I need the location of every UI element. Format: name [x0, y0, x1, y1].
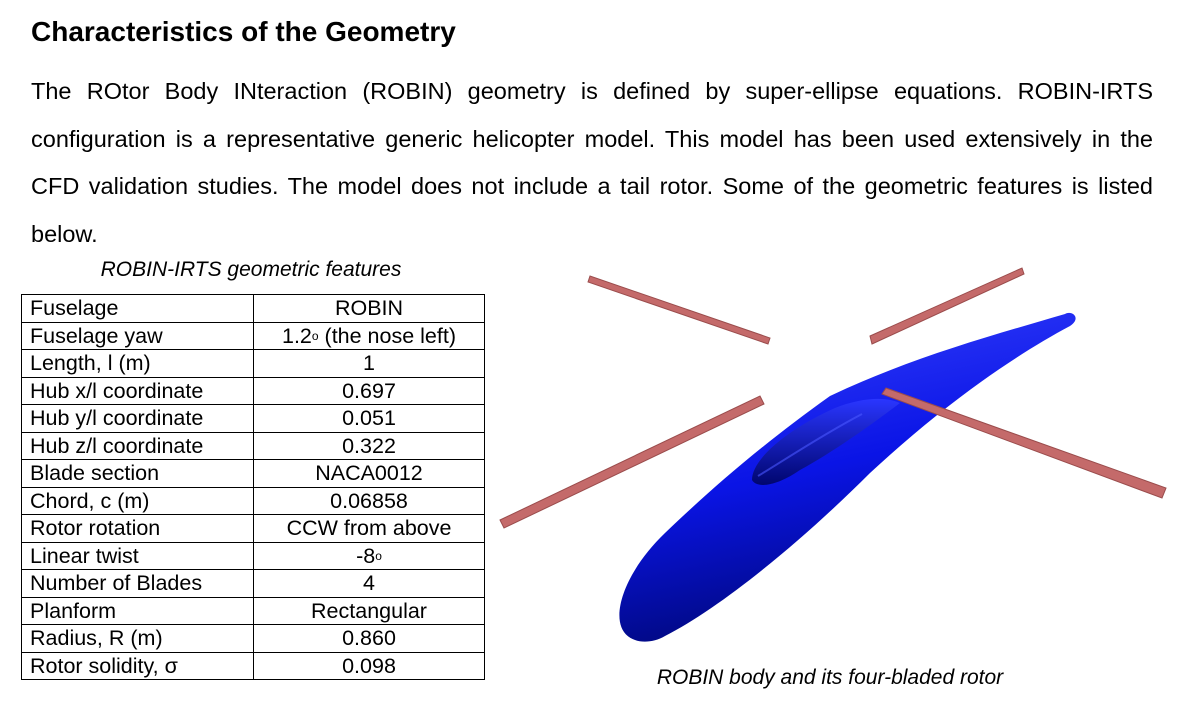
feature-name: Rotor rotation — [22, 515, 254, 543]
table-row — [22, 377, 485, 405]
table-row — [22, 652, 485, 680]
feature-name: Rotor solidity, σ — [22, 652, 254, 680]
feature-value: 0.051 — [254, 405, 485, 433]
feature-name: Hub z/l coordinate — [22, 432, 254, 460]
figure-caption: ROBIN body and its four-bladed rotor — [656, 666, 1004, 689]
geometric-features-table — [21, 294, 485, 680]
feature-value: 4 — [254, 570, 485, 598]
table-row — [22, 515, 485, 543]
table-row — [22, 597, 485, 625]
table-caption: ROBIN-IRTS geometric features — [100, 258, 402, 281]
feature-value: 1 — [254, 350, 485, 378]
feature-name: Radius, R (m) — [22, 625, 254, 653]
feature-value: 0.06858 — [254, 487, 485, 515]
feature-value: ROBIN — [254, 295, 485, 323]
feature-value: 0.697 — [254, 377, 485, 405]
feature-value: 0.098 — [254, 652, 485, 680]
table-row — [22, 432, 485, 460]
section-heading: Characteristics of the Geometry — [31, 16, 456, 47]
table-row — [22, 570, 485, 598]
feature-name: Linear twist — [22, 542, 254, 570]
feature-value: CCW from above — [254, 515, 485, 543]
feature-name: Hub x/l coordinate — [22, 377, 254, 405]
table-row — [22, 542, 485, 570]
rotor-blade — [870, 268, 1024, 344]
table-row — [22, 405, 485, 433]
feature-name: Hub y/l coordinate — [22, 405, 254, 433]
feature-value: NACA0012 — [254, 460, 485, 488]
table-row — [22, 487, 485, 515]
feature-name: Number of Blades — [22, 570, 254, 598]
feature-value: Rectangular — [254, 597, 485, 625]
feature-name: Fuselage yaw — [22, 322, 254, 350]
table-row — [22, 625, 485, 653]
table-row — [22, 350, 485, 378]
rotor-blade — [882, 388, 1166, 498]
table-row — [22, 295, 485, 323]
table-row — [22, 460, 485, 488]
feature-name: Fuselage — [22, 295, 254, 323]
feature-value: 0.860 — [254, 625, 485, 653]
rotor-blade — [588, 276, 770, 344]
feature-name: Length, l (m) — [22, 350, 254, 378]
feature-value: -8$^o$ — [254, 542, 485, 570]
feature-value: 0.322 — [254, 432, 485, 460]
feature-value: 1.2$^o$ (the nose left) — [254, 322, 485, 350]
fuselage-body — [619, 313, 1075, 642]
table-row — [22, 322, 485, 350]
intro-paragraph: The ROtor Body INteraction (ROBIN) geometry is defined by super-ellipse equations. ROBIN-IRTS configuration is a representative generic helicopter model. This model has been used extensively in the CFD validation studies. The model does not include a tail rotor. Some of the geometric features is listed below. — [31, 78, 1153, 247]
feature-name: Chord, c (m) — [22, 487, 254, 515]
feature-name: Planform — [22, 597, 254, 625]
feature-name: Blade section — [22, 460, 254, 488]
robin-helicopter-figure — [490, 258, 1180, 658]
